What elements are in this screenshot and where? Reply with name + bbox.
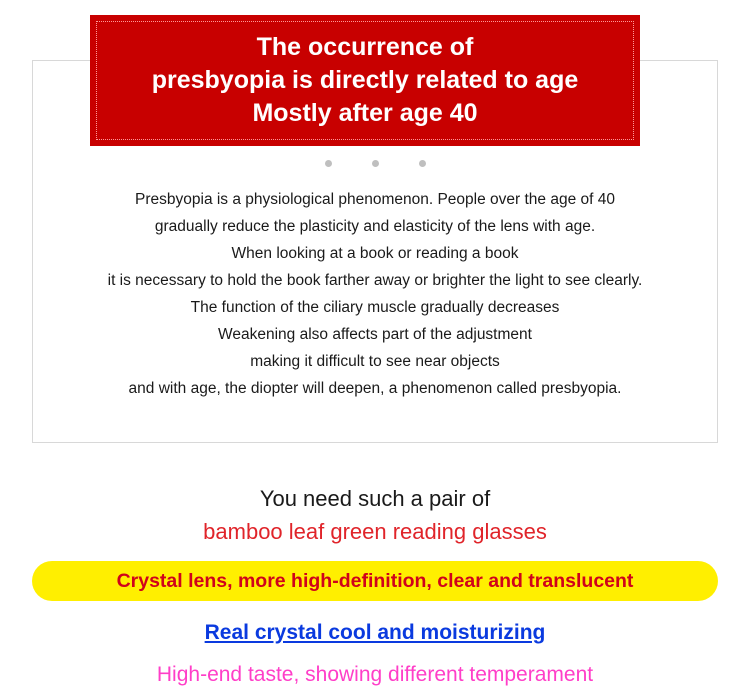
description-line: Presbyopia is a physiological phenomenon. People over the age of 40 [135, 191, 615, 208]
description-line: making it difficult to see near objects [250, 353, 500, 370]
headline-line-2: presbyopia is directly related to age [151, 66, 579, 94]
tagline-text: High-end taste, showing different temperament [156, 663, 594, 686]
headline-banner-inner [96, 21, 634, 140]
headline-line-3: Mostly after age 40 [252, 99, 478, 127]
feature-link[interactable]: Real crystal cool and moisturizing [204, 621, 546, 644]
description-line: it is necessary to hold the book farther away or brighter the light to see clearly. [107, 272, 643, 289]
headline-line-1: The occurrence of [256, 33, 474, 61]
description-line: and with age, the diopter will deepen, a phenomenon called presbyopia. [128, 380, 622, 397]
promo-product-name: bamboo leaf green reading glasses [203, 519, 547, 544]
highlight-text: Crystal lens, more high-definition, clear and translucent [116, 569, 634, 592]
description-line: Weakening also affects part of the adjustment [218, 326, 532, 343]
dot-icon [325, 160, 332, 167]
description-line: gradually reduce the plasticity and elasticity of the lens with age. [154, 218, 596, 235]
highlight-banner [32, 561, 718, 601]
decorative-dots [0, 160, 750, 167]
headline-banner [90, 15, 640, 146]
dot-icon [372, 160, 379, 167]
description-line: The function of the ciliary muscle gradually decreases [190, 299, 560, 316]
description-line: When looking at a book or reading a book [231, 245, 519, 262]
promo-intro-text: You need such a pair of [259, 486, 491, 511]
dot-icon [419, 160, 426, 167]
description-body [32, 186, 718, 402]
promo-section [0, 483, 750, 689]
